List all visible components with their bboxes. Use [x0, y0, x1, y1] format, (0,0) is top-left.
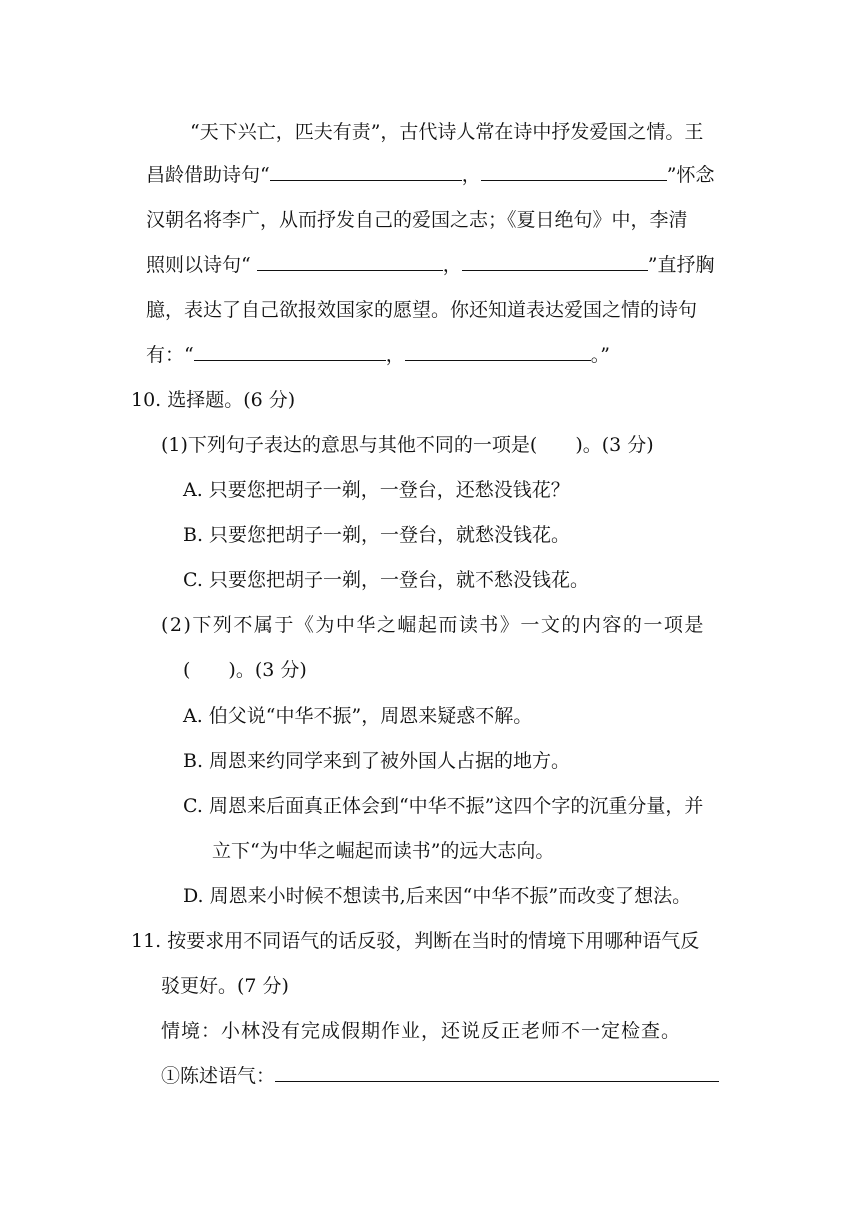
passage-line-3: 汉朝名将李广，从而抒发自己的爱国之志；《夏日绝句》中，李清 — [146, 209, 688, 231]
blank-3[interactable] — [257, 252, 443, 271]
q10-2-stem-line-2: ( )。(3 分) — [183, 659, 307, 681]
passage-line-6: 有：“ ， 。” — [146, 344, 610, 366]
blank-2[interactable] — [481, 162, 667, 181]
passage-line-2: 昌龄借助诗句“ ， ”怀念 — [146, 164, 715, 186]
q10-2-option-a[interactable]: A. 伯父说“中华不振”，周恩来疑惑不解。 — [183, 705, 533, 727]
q11-context: 情境：小林没有完成假期作业，还说反正老师不一定检查。 — [161, 1020, 682, 1042]
q10-2-option-c-line-1[interactable]: C. 周恩来后面真正体会到“中华不振”这四个字的沉重分量，并 — [183, 795, 704, 817]
q10-2-option-d[interactable]: D. 周恩来小时候不想读书,后来因“中华不振”而改变了想法。 — [183, 885, 692, 907]
q10-1-stem: (1)下列句子表达的意思与其他不同的一项是( )。(3 分) — [161, 434, 654, 456]
passage-line-5: 臆，表达了自己欲报效国家的愿望。你还知道表达爱国之情的诗句 — [146, 299, 698, 321]
blank-5[interactable] — [194, 342, 386, 361]
q10-1-option-a[interactable]: A. 只要您把胡子一剃，一登台，还愁没钱花？ — [183, 479, 570, 501]
q11-item-1: ①陈述语气： — [161, 1063, 719, 1089]
q10-2-stem-line-1: (2)下列不属于《为中华之崛起而读书》一文的内容的一项是 — [161, 614, 705, 636]
q10-2-option-b[interactable]: B. 周恩来约同学来到了被外国人占据的地方。 — [183, 750, 571, 772]
q11-title-line-2: 驳更好。(7 分) — [161, 975, 289, 997]
blank-1[interactable] — [270, 162, 462, 181]
answer-line-1[interactable] — [275, 1063, 719, 1082]
q10-title: 10. 选择题。(6 分) — [131, 389, 296, 411]
blank-4[interactable] — [462, 252, 648, 271]
q11-title-line-1: 11. 按要求用不同语气的话反驳，判断在当时的情境下用哪种语气反 — [131, 930, 700, 952]
q10-2-option-c-line-2: 立下“为中华之崛起而读书”的远大志向。 — [212, 840, 555, 862]
passage-line-4: 照则以诗句“ ， ”直抒胸 — [146, 254, 715, 276]
q10-1-option-b[interactable]: B. 只要您把胡子一剃，一登台，就愁没钱花。 — [183, 524, 571, 546]
q10-1-option-c[interactable]: C. 只要您把胡子一剃，一登台，就不愁没钱花。 — [183, 569, 589, 591]
passage-line-1: “天下兴亡，匹夫有责”，古代诗人常在诗中抒发爱国之情。王 — [190, 121, 704, 143]
blank-6[interactable] — [405, 342, 591, 361]
